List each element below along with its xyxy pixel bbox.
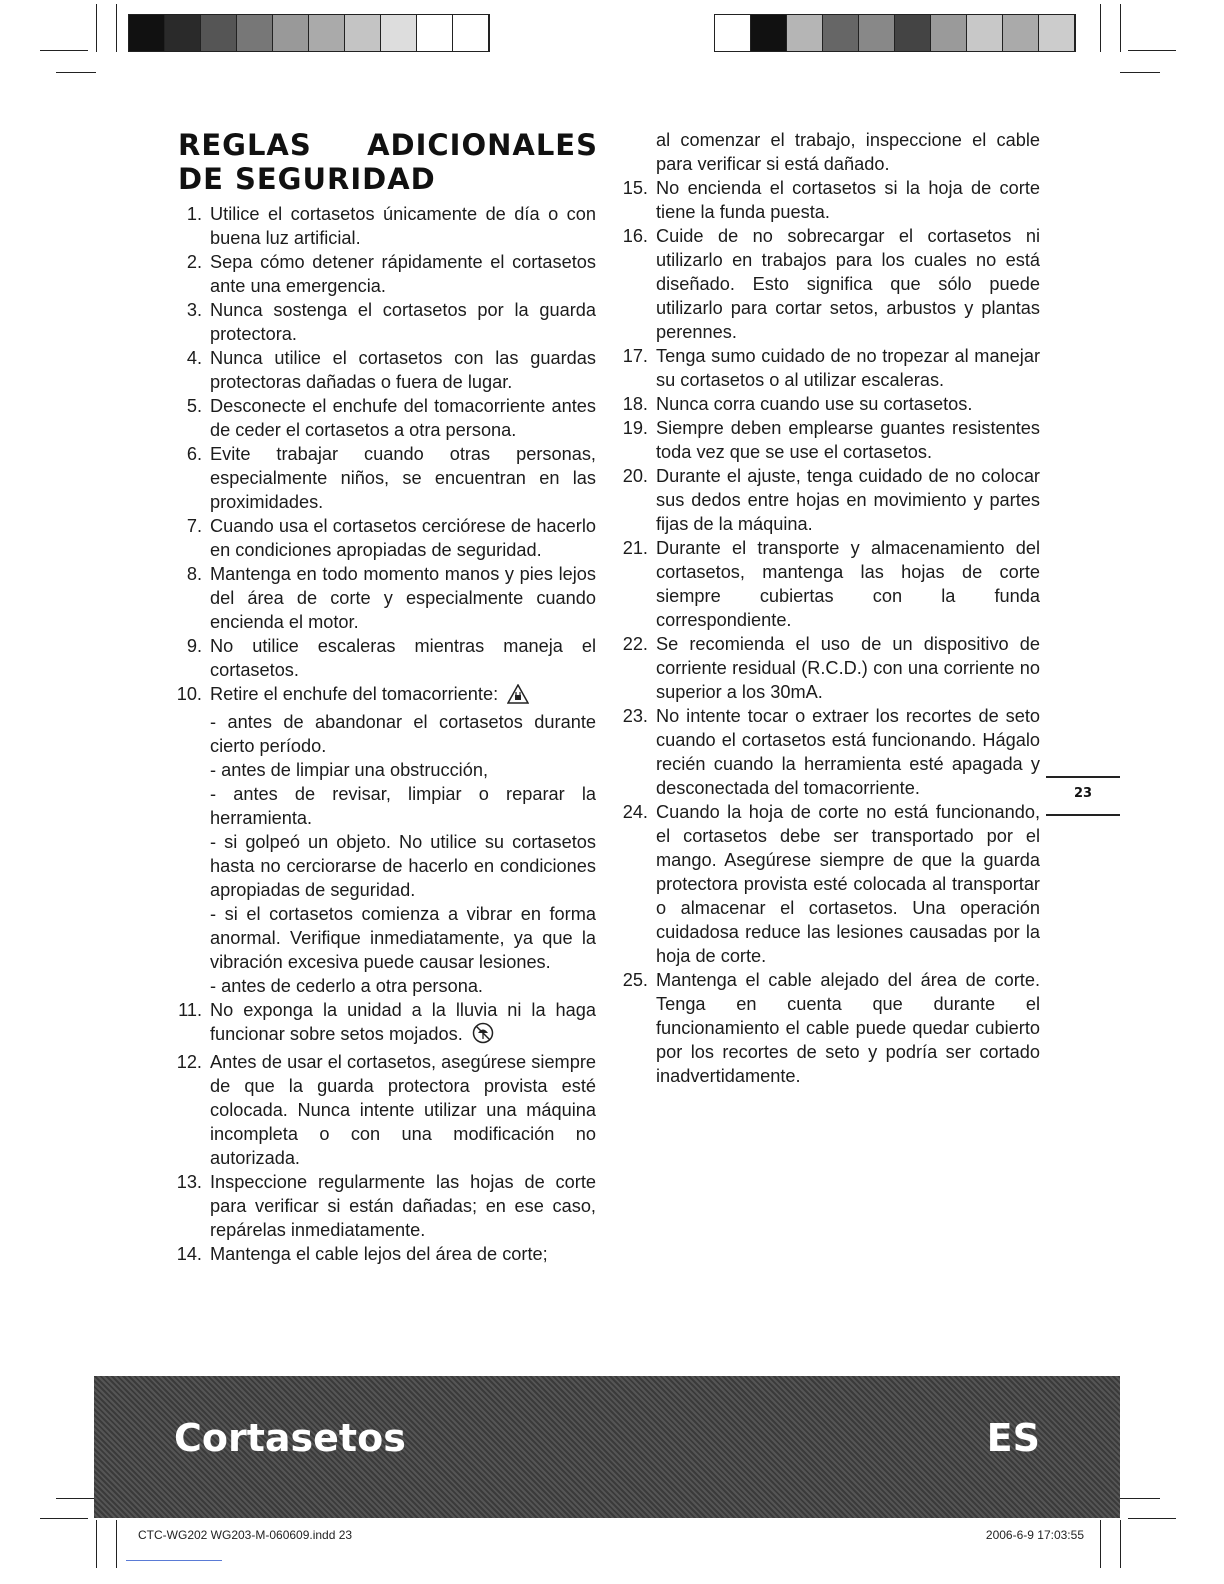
list-item: 16. Cuide de no sobrecargar el cortasetos ni utilizarlo en trabajos para los cuales no está diseñado. Esto significa que sólo puede utilizarlo para cortar setos, arbustos y plantas perennes. [622, 226, 1040, 342]
list-item: 9. No utilice escaleras mientras maneja el cortasetos. [186, 636, 596, 680]
sub-item: - si golpeó un objeto. No utilice su cortasetos hasta no cerciorarse de hacerlo en condiciones apropiadas de seguridad. [210, 832, 596, 900]
crop-mark [116, 4, 117, 52]
list-item: 23. No intente tocar o extraer los recortes de seto cuando el cortasetos está funcionando. Hágalo recién cuando la herramienta esté apagada y desconectada del tomacorriente. [622, 706, 1040, 798]
crop-mark [1120, 1498, 1160, 1499]
list-item: 4. Nunca utilice el cortasetos con las guardas protectoras dañadas o fuera de lugar. [186, 348, 596, 392]
list-item: 14. Mantenga el cable lejos del área de corte; [176, 1244, 548, 1264]
crop-mark [1128, 50, 1176, 51]
footer-product-title: Cortasetos [174, 1416, 406, 1460]
list-item: 24. Cuando la hoja de corte no está funcionando, el cortasetos debe ser transportado por el mango. Asegúrese siempre de que la guarda protectora provista esté colocada al transportar o almacenar el cortasetos. Una operación cuidadosa reduce las lesiones causadas por la hoja de corte. [622, 802, 1040, 966]
print-slug-timestamp: 2006-6-9 17:03:55 [985, 1528, 1084, 1542]
page-number-rule-top [1046, 776, 1120, 778]
list-item: 13. Inspeccione regularmente las hojas de corte para verificar si están dañadas; en ese caso, repárelas inmediatamente. [176, 1172, 596, 1240]
list-item: 17. Tenga sumo cuidado de no tropezar al manejar su cortasetos o al utilizar escaleras. [622, 346, 1040, 390]
footer-language-code: ES [986, 1416, 1040, 1460]
list-item: 12. Antes de usar el cortasetos, asegúrese siempre de que la guarda protectora provista esté colocada. Nunca intente utilizar una máquina incompleta o con una modificación no autorizada. [176, 1052, 596, 1168]
list-item: 19. Siempre deben emplearse guantes resistentes toda vez que se use el cortasetos. [622, 418, 1040, 462]
list-item: 6. Evite trabajar cuando otras personas, especialmente niños, se encuentran en las proximidades. [186, 444, 596, 512]
calibration-bar-left [128, 14, 490, 52]
list-item: 7. Cuando usa el cortasetos cerciórese de hacerlo en condiciones apropiadas de seguridad. [186, 516, 596, 560]
list-item: 15. No encienda el cortasetos si la hoja de corte tiene la funda puesta. [622, 178, 1040, 222]
sub-item: - antes de revisar, limpiar o reparar la herramienta. [210, 784, 596, 828]
print-slug-filename: CTC-WG202 WG203-M-060609.indd 23 [138, 1528, 353, 1542]
slug-underline [126, 1560, 222, 1561]
crop-mark [56, 72, 96, 73]
list-item: 22. Se recomienda el uso de un dispositivo de corriente residual (R.C.D.) con una corriente no superior a los 30mA. [622, 634, 1040, 702]
page-title: REGLAS ADICIONALES DE SEGURIDAD [178, 128, 598, 196]
crop-mark [96, 4, 97, 52]
list-item: 2. Sepa cómo detener rápidamente el cortasetos ante una emergencia. [186, 252, 596, 296]
sub-item: - antes de abandonar el cortasetos durante cierto período. [210, 712, 596, 756]
list-item-continuation: al comenzar el trabajo, inspeccione el cable para verificar si está dañado. [656, 130, 1040, 174]
crop-mark [40, 1518, 88, 1519]
crop-mark [56, 1498, 96, 1499]
crop-mark [1128, 1518, 1176, 1519]
list-item: 11. No exponga la unidad a la lluvia ni la haga funcionar sobre setos mojados. [172, 998, 596, 1050]
crop-mark [1100, 1520, 1101, 1568]
sub-item: - antes de limpiar una obstrucción, [210, 760, 489, 780]
list-item: 5. Desconecte el enchufe del tomacorriente antes de ceder el cortasetos a otra persona. [186, 396, 596, 440]
list-item: 20. Durante el ajuste, tenga cuidado de no colocar sus dedos entre hojas en movimiento y partes fijas de la máquina. [622, 466, 1040, 534]
sub-item: - antes de cederlo a otra persona. [210, 976, 483, 996]
list-item: 3. Nunca sostenga el cortasetos por la guarda protectora. [186, 300, 596, 344]
crop-mark [1120, 1520, 1121, 1568]
warning-plug-icon [507, 684, 529, 710]
list-item: 18. Nunca corra cuando use su cortasetos. [622, 394, 973, 414]
crop-mark [40, 50, 88, 51]
list-item: 8. Mantenga en todo momento manos y pies lejos del área de corte y especialmente cuando encienda el motor. [186, 564, 596, 632]
crop-mark [96, 1520, 97, 1568]
crop-mark [1120, 72, 1160, 73]
sub-item: - si el cortasetos comienza a vibrar en forma anormal. Verifique inmediatamente, ya que la vibración excesiva puede causar lesiones. [210, 904, 596, 972]
crop-mark [116, 1520, 117, 1568]
page-number: 23 [1073, 786, 1093, 801]
left-column [172, 202, 596, 1266]
list-item: 1. Utilice el cortasetos únicamente de día o con buena luz artificial. [186, 204, 596, 248]
footer-band [94, 1376, 1120, 1518]
crop-mark [1100, 4, 1101, 52]
crop-mark [1120, 4, 1121, 52]
list-item: 25. Mantenga el cable alejado del área de corte. Tenga en cuenta que durante el funcionamiento el cable puede quedar cubierto por los recortes de seto y podría ser cortado inadvertidamente. [622, 970, 1040, 1086]
calibration-bar-right [714, 14, 1076, 52]
page-number-rule-bottom [1046, 814, 1120, 816]
no-rain-icon [472, 1022, 494, 1050]
right-column [618, 128, 1040, 1088]
list-item: 10. Retire el enchufe del tomacorriente: - antes de abandonar el cortasetos durante cierto período. - antes de limpiar una obstrucción, - antes de revisar, limpiar o reparar la herramienta. - si golpeó un objeto. No utilice su cortasetos hasta no cerciorarse de hacerlo en condiciones apropiadas de seguridad. - si el cortasetos comienza a vibrar en forma anormal. Verifique inmediatamente, ya que la vibración excesiva puede causar lesiones. - antes de cederlo a otra persona. [176, 684, 596, 996]
list-item: 21. Durante el transporte y almacenamiento del cortasetos, mantenga las hojas de corte siempre cubiertas con la funda correspondiente. [622, 538, 1040, 630]
